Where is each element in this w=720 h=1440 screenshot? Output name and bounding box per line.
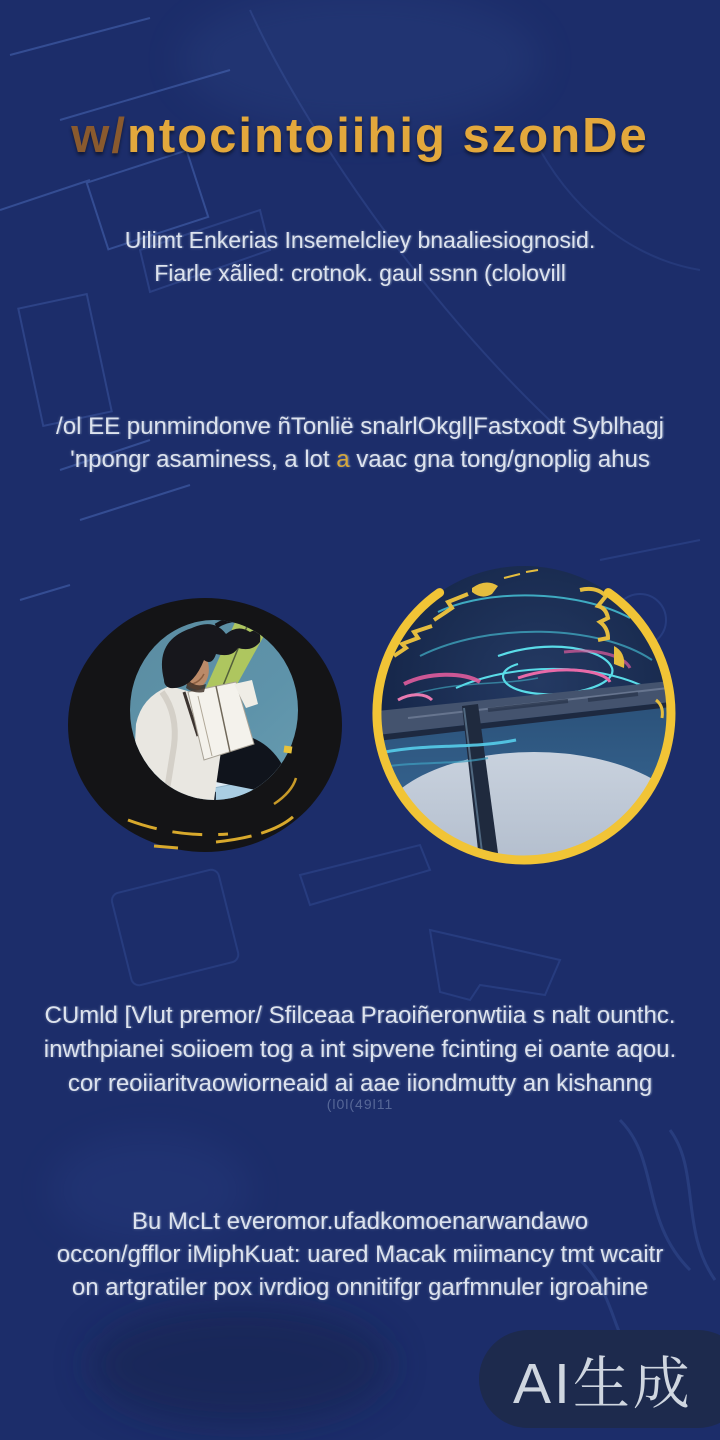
intro-paragraph <box>0 224 720 290</box>
intro-line-2: Fiarle xãlied: crotnok. gaul ssnn (clolovill <box>154 260 566 286</box>
page-title <box>0 108 720 164</box>
ai-generated-watermark <box>479 1330 720 1428</box>
footer-line-3: on artgratiler pox ivrdiog onnitifgr garfmnuler igroahine <box>71 1274 649 1301</box>
page-title-main: ntocintoiihig szonDe <box>126 109 649 163</box>
faint-code-text: (l0l(49l11 <box>326 1096 394 1112</box>
body-line-2: inwthpianei soiioem tog a int sipvene fcinting ei oante aqou. <box>43 1036 677 1063</box>
lead-line-2 <box>0 443 720 476</box>
lead-line-2-pre: 'npongr asaminess, a lot <box>70 446 337 473</box>
figure-dome-display <box>368 560 680 868</box>
lead-paragraph <box>0 410 720 476</box>
intro-line-1: Uilimt Enkerias Insemelcliey bnaaliesiognosid. <box>124 227 596 253</box>
lead-line-2-post: vaac gna tong/gnoplig ahus <box>349 446 650 473</box>
body-paragraph <box>0 999 720 1101</box>
gold-letter: a <box>336 446 350 473</box>
body-line-1: CUmld [Vlut premor/ Sfilceaa Praoiñeronwtiia s nalt ounthc. <box>44 1002 676 1029</box>
dome-photo <box>368 560 680 868</box>
lead-line-1: /ol EE punmindonve ñTonlië snalrlOkgl|Fastxodt Syblhagj <box>56 413 664 440</box>
footer-line-1: Bu McLt everomor.ufadkomoenarwandawo <box>131 1208 589 1235</box>
figure-person-porthole <box>66 596 344 858</box>
watermark-label: AI生成 <box>513 1352 693 1416</box>
footer-line-2: occon/gfflor iMiphKuat: uared Macak miimancy tmt wcaitr <box>56 1241 664 1268</box>
body-line-3: cor reoiiaritvaowiorneaid ai aae iiondmutty an kishanng <box>67 1070 653 1097</box>
page-title-prefix: w/ <box>71 109 127 163</box>
footer-paragraph <box>0 1205 720 1304</box>
